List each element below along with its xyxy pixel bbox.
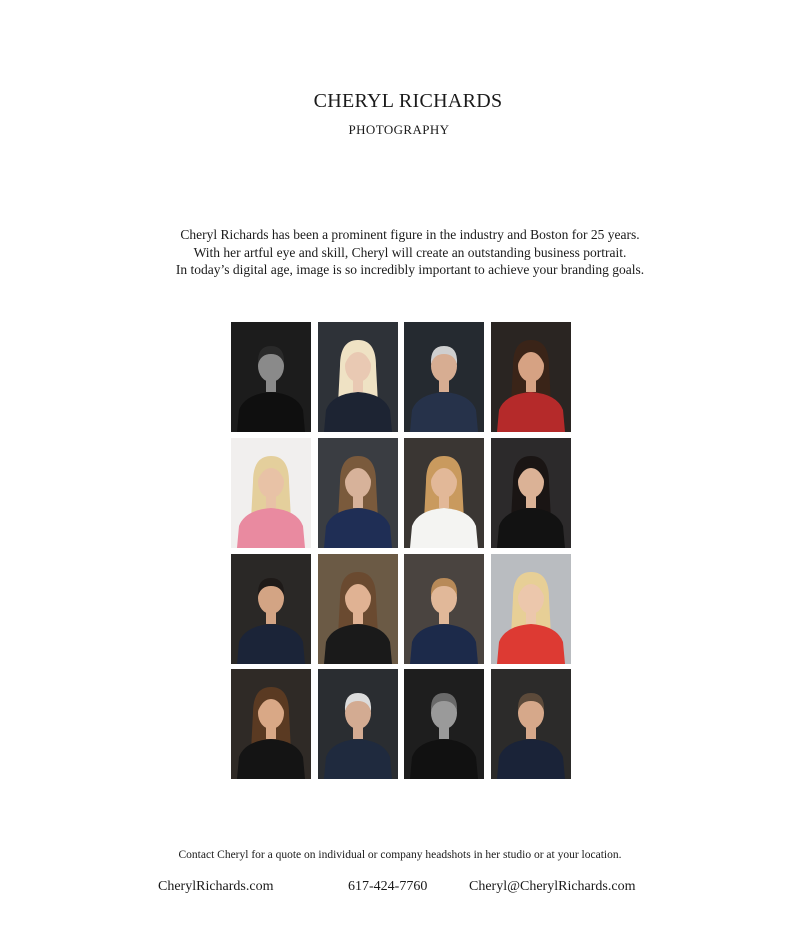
portrait-photo	[491, 669, 571, 779]
portrait-grid	[231, 322, 573, 779]
portrait-photo	[491, 554, 571, 664]
portrait-photo	[318, 669, 398, 779]
brand-title: CHERYL RICHARDS	[313, 90, 503, 112]
portrait-photo	[231, 669, 311, 779]
portrait-photo	[231, 554, 311, 664]
website-link[interactable]: CherylRichards.com	[158, 879, 274, 894]
intro-line: In today’s digital age, image is so incredibly important to achieve your branding goals.	[175, 262, 645, 277]
brand-subtitle: PHOTOGRAPHY	[348, 122, 450, 137]
email-link[interactable]: Cheryl@CherylRichards.com	[469, 879, 636, 894]
portrait-photo	[231, 438, 311, 548]
portrait-photo	[404, 554, 484, 664]
portrait-photo	[404, 669, 484, 779]
portrait-photo	[491, 322, 571, 432]
portrait-photo	[318, 554, 398, 664]
contact-note: Contact Cheryl for a quote on individual or company headshots in her studio or at your location.	[178, 849, 622, 861]
portrait-photo	[231, 322, 311, 432]
intro-line: With her artful eye and skill, Cheryl will create an outstanding business portrait.	[193, 244, 627, 260]
portrait-photo	[318, 438, 398, 548]
portrait-photo	[404, 322, 484, 432]
phone-number[interactable]: 617-424-7760	[348, 879, 428, 894]
intro-paragraph	[0, 226, 800, 279]
intro-line: Cheryl Richards has been a prominent figure in the industry and Boston for 25 years.	[180, 227, 640, 242]
portrait-photo	[491, 438, 571, 548]
portrait-photo	[318, 322, 398, 432]
portrait-photo	[404, 438, 484, 548]
